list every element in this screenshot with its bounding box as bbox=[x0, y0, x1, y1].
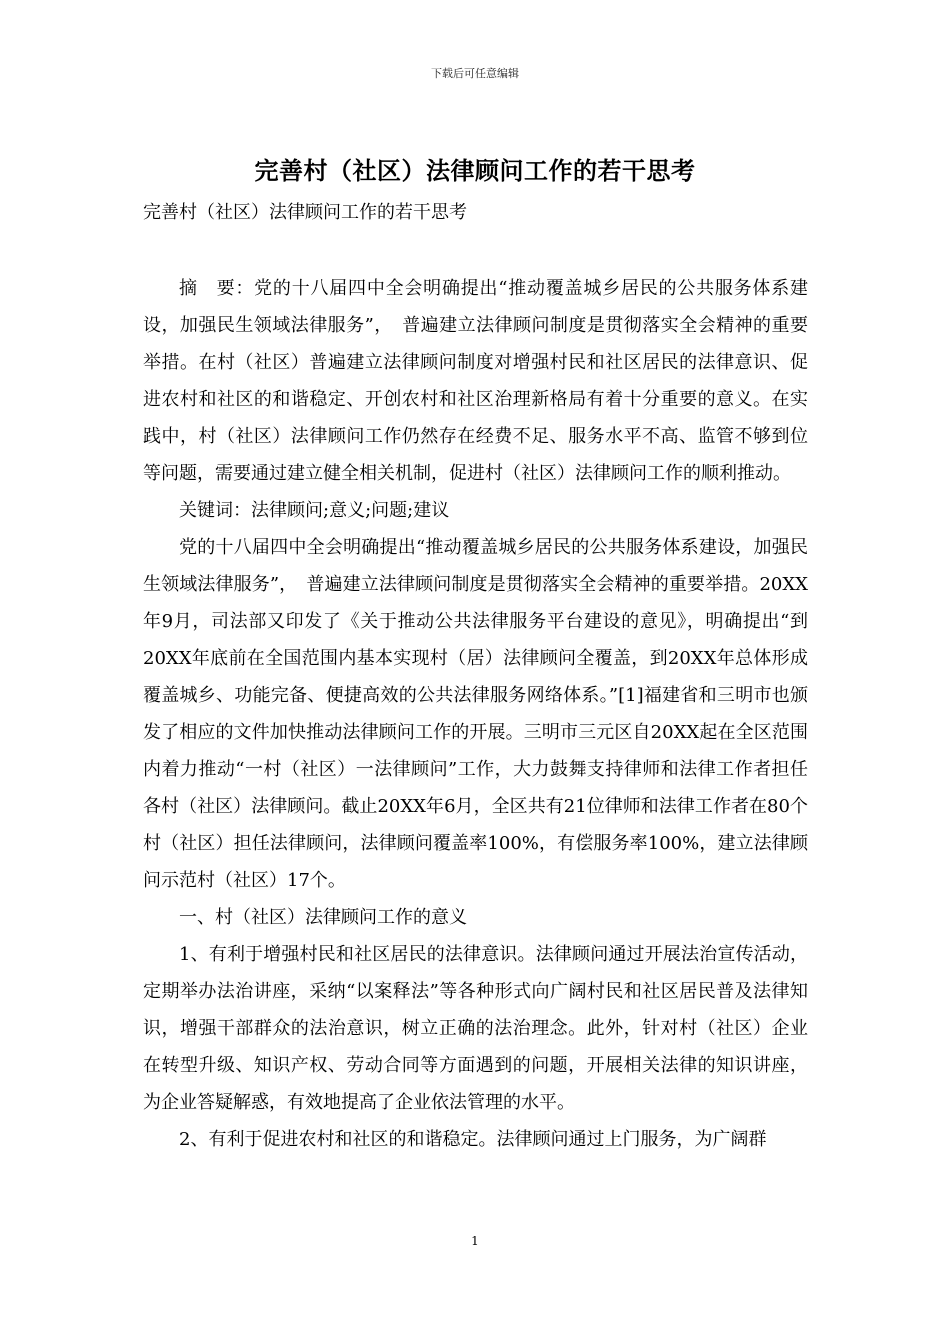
body-paragraph: 1、有利于增强村民和社区居民的法律意识。法律顾问通过开展法治宣传活动，定期举办法治讲座，采纳“以案释法”等各种形式向广阔村民和社区居民普及法律知识，增强干部群众的法治意识，树立正确的法治理念。此外，针对村（社区）企业在转型升级、知识产权、劳动合同等方面遇到的问题，开展相关法律的知识讲座，为企业答疑解惑，有效地提高了企业依法管理的水平。 bbox=[143, 944, 808, 1113]
abstract-paragraph: 摘 要：党的十八届四中全会明确提出“推动覆盖城乡居民的公共服务体系建设，加强民生领域法律服务”， 普遍建立法律顾问制度是贯彻落实全会精神的重要举措。在村（社区）普遍建立法律顾问制度对增强村民和社区居民的法律意识、促进农村和社区的和谐稳定、开创农村和社区治理新格局有着十分重要的意义。在实践中，村（社区）法律顾问工作仍然存在经费不足、服务水平不高、监管不够到位等问题，需要通过建立健全相关机制，促进村（社区）法律顾问工作的顺利推动。 bbox=[143, 278, 808, 484]
section-heading: 一、村（社区）法律顾问工作的意义 bbox=[179, 907, 467, 928]
document-subtitle: 完善村（社区）法律顾问工作的若干思考 bbox=[143, 202, 467, 223]
page-header-note: 下载后可任意编辑 bbox=[431, 67, 519, 80]
keywords-paragraph: 关键词：法律顾问;意义;问题;建议 bbox=[179, 500, 450, 521]
intro-paragraph: 党的十八届四中全会明确提出“推动覆盖城乡居民的公共服务体系建设，加强民生领域法律服务”， 普遍建立法律顾问制度是贯彻落实全会精神的重要举措。20XX年9月，司法部又印发了《关于推动公共法律服务平台建设的意见》，明确提出“到20XX年底前在全国范围内基本实现村（居）法律顾问全覆盖，到20XX年总体形成覆盖城乡、功能完备、便捷高效的公共法律服务网络体系。”[1]福建省和三明市也颁发了相应的文件加快推动法律顾问工作的开展。三明市三元区自20XX起在全区范围内着力推动“一村（社区）一法律顾问”工作，大力鼓舞支持律师和法律工作者担任各村（社区）法律顾问。截止20XX年6月，全区共有21位律师和法律工作者在80个村（社区）担任法律顾问，法律顾问覆盖率100%，有偿服务率100%，建立法律顾问示范村（社区）17个。 bbox=[143, 537, 808, 891]
document-title: 完善村（社区）法律顾问工作的若干思考 bbox=[254, 157, 696, 185]
document-body bbox=[143, 270, 808, 1158]
page-number: 1 bbox=[471, 1234, 479, 1248]
body-paragraph: 2、有利于促进农村和社区的和谐稳定。法律顾问通过上门服务，为广阔群 bbox=[179, 1129, 767, 1150]
